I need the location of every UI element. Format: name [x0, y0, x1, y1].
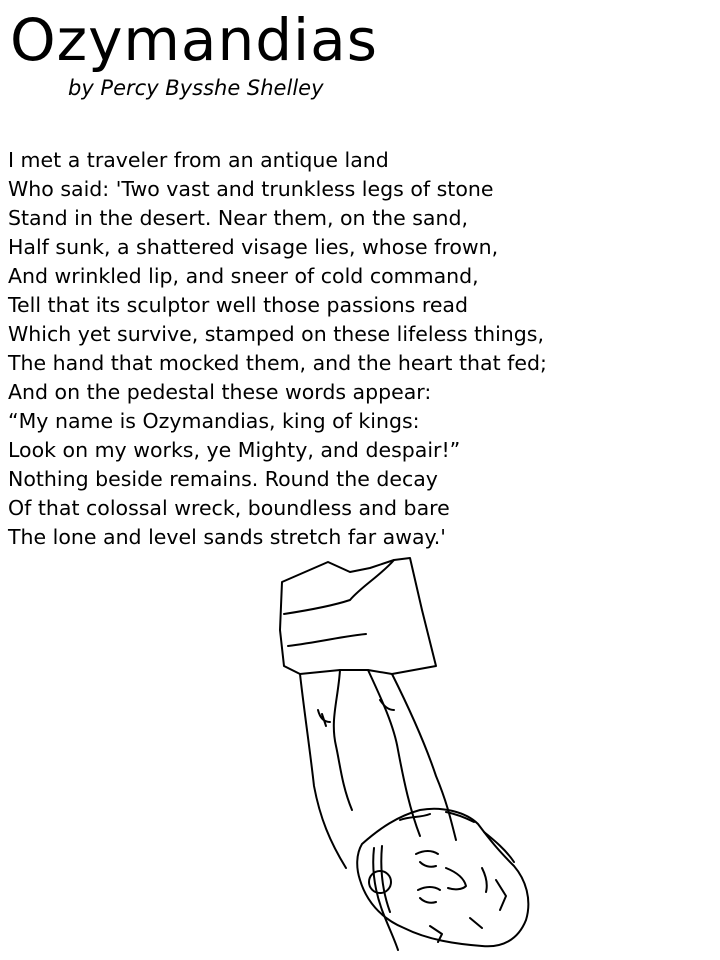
statue-cracks — [430, 880, 506, 942]
poem-body — [8, 146, 547, 552]
statue-nose — [446, 868, 466, 889]
poem-line: Of that colossal wreck, boundless and bare — [8, 496, 450, 520]
poem-line: Tell that its sculptor well those passions read — [8, 293, 469, 317]
statue-right-leg — [368, 670, 420, 836]
statue-brow — [416, 851, 440, 890]
poem-line: Half sunk, a shattered visage lies, whose frown, — [8, 235, 499, 259]
statue-ruins-icon — [270, 550, 570, 960]
poem-line: Nothing beside remains. Round the decay — [8, 467, 438, 491]
poem-line: The hand that mocked them, and the heart that fed; — [8, 351, 547, 375]
poem-line: “My name is Ozymandias, king of kings: — [8, 409, 420, 433]
statue-ruins-drawing — [270, 550, 570, 960]
poem-title: Ozymandias — [10, 6, 378, 74]
poem-line: The lone and level sands stretch far away.' — [8, 525, 446, 549]
poem-line: Who said: 'Two vast and trunkless legs of stone — [8, 177, 494, 201]
poem-line: And wrinkled lip, and sneer of cold command, — [8, 264, 479, 288]
poem-line: Which yet survive, stamped on these lifeless things, — [8, 322, 544, 346]
poem-line: And on the pedestal these words appear: — [8, 380, 432, 404]
poem-line: I met a traveler from an antique land — [8, 148, 389, 172]
statue-torso-outline — [280, 558, 436, 674]
poem-line: Look on my works, ye Mighty, and despair!” — [8, 438, 461, 462]
poem-byline: by Percy Bysshe Shelley — [68, 76, 324, 100]
statue-eye — [420, 862, 436, 903]
statue-ornament — [369, 871, 391, 893]
statue-mouth — [482, 868, 487, 892]
statue-left-leg — [300, 674, 346, 868]
poem-line: Stand in the desert. Near them, on the sand, — [8, 206, 468, 230]
